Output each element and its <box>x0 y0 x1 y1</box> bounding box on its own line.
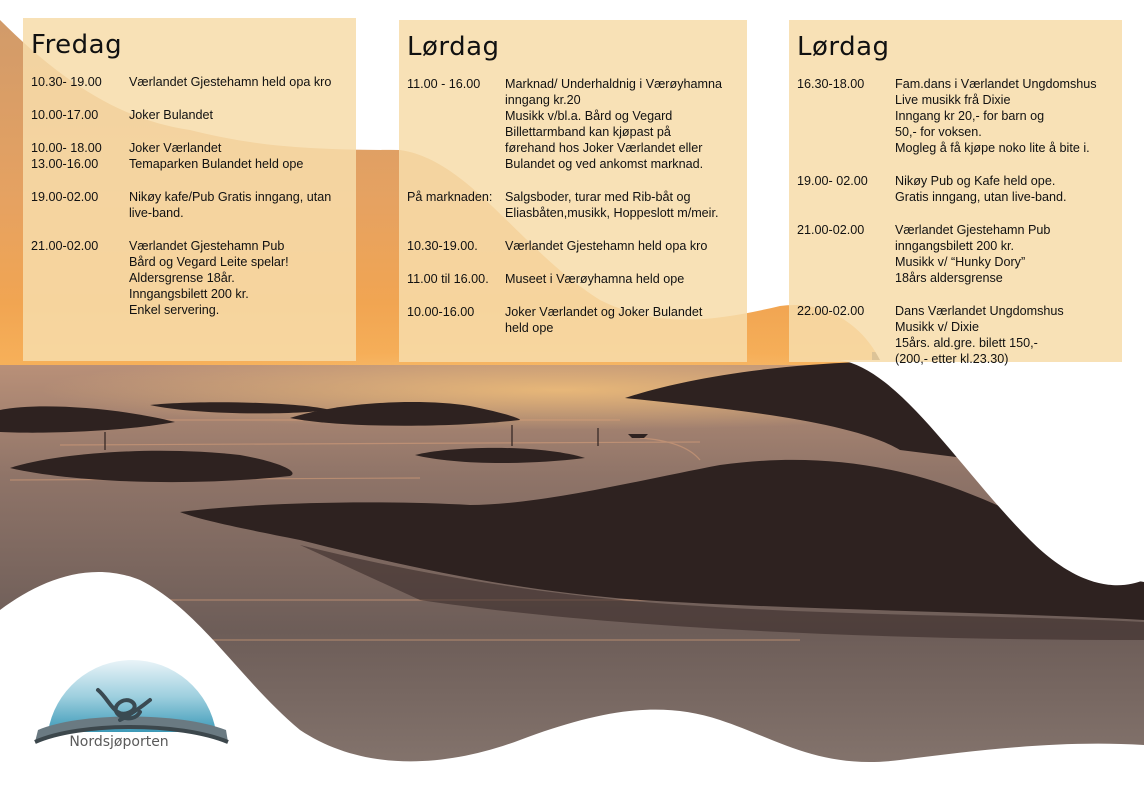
event-time: 13.00-16.00 <box>31 157 99 171</box>
schedule-item <box>31 156 348 172</box>
event-description: Værlandet Gjestehamn Pub inngangsbilett 200 kr. Musikk v/ “Hunky Dory” 18års aldersgrense <box>895 223 1051 285</box>
event-description: Nikøy Pub og Kafe held ope. Gratis inngang, utan live-band. <box>895 174 1067 204</box>
saturday-panel-1 <box>399 20 747 362</box>
event-description: Marknad/ Underhaldnig i Værøyhamna inngang kr.20 Musikk v/bl.a. Bård og Vegard Billettarmband kan kjøpast på førehand hos Joker Værlandet eller Bulandet og ved ankomst marknad. <box>505 77 722 171</box>
schedule-item <box>407 238 739 254</box>
schedule-item <box>31 140 348 156</box>
saturday-title: Lørdag <box>797 32 890 62</box>
schedule-item <box>407 76 739 172</box>
saturday-panel-2 <box>789 20 1122 366</box>
event-description: Nikøy kafe/Pub Gratis inngang, utan live-band. <box>129 190 332 220</box>
event-description: Joker Værlandet <box>129 141 222 155</box>
event-description: Værlandet Gjestehamn held opa kro <box>505 239 708 253</box>
event-time: 11.00 til 16.00. <box>407 272 489 286</box>
schedule-item <box>407 189 739 221</box>
event-description: Joker Bulandet <box>129 108 214 122</box>
event-description: Museet i Værøyhamna held ope <box>505 272 685 286</box>
event-description: Fam.dans i Værlandet Ungdomshus Live musikk frå Dixie Inngang kr 20,- for barn og 50,- for voksen. Mogleg å få kjøpe noko lite å bite i. <box>895 77 1097 155</box>
schedule-item <box>407 304 739 336</box>
event-time: 21.00-02.00 <box>797 223 865 237</box>
saturday-title: Lørdag <box>407 32 500 62</box>
event-time: 22.00-02.00 <box>797 304 865 318</box>
schedule-item <box>31 107 348 123</box>
friday-panel <box>23 18 356 361</box>
schedule-item <box>797 222 1114 286</box>
event-time: 19.00-02.00 <box>31 190 99 204</box>
schedule-item <box>31 238 348 318</box>
event-time: 11.00 - 16.00 <box>407 77 481 91</box>
event-description: Temaparken Bulandet held ope <box>129 157 304 171</box>
schedule-item <box>31 74 348 90</box>
event-description: Joker Værlandet og Joker Bulandet held ope <box>505 305 703 335</box>
event-time: 10.00-17.00 <box>31 108 99 122</box>
event-description: Værlandet Gjestehamn Pub Bård og Vegard Leite spelar! Aldersgrense 18år. Inngangsbilett 200 kr. Enkel servering. <box>129 239 289 317</box>
event-time: 10.00- 18.00 <box>31 141 102 155</box>
event-time: 16.30-18.00 <box>797 77 865 91</box>
schedule-item <box>31 189 348 221</box>
event-time: 10.00-16.00 <box>407 305 475 319</box>
event-time: 19.00- 02.00 <box>797 174 868 188</box>
event-description: Værlandet Gjestehamn held opa kro <box>129 75 332 89</box>
schedule-item <box>797 303 1114 367</box>
event-time: På marknaden: <box>407 190 493 204</box>
schedule-item <box>797 76 1114 156</box>
event-time: 21.00-02.00 <box>31 239 99 253</box>
schedule-item <box>797 173 1114 205</box>
event-time: 10.30-19.00. <box>407 239 478 253</box>
event-description: Salgsboder, turar med Rib-båt og Eliasbåten,musikk, Hoppeslott m/meir. <box>505 190 719 220</box>
schedule-item <box>407 271 739 287</box>
logo-name: Nordsjøporten <box>69 734 169 750</box>
event-description: Dans Værlandet Ungdomshus Musikk v/ Dixie 15års. ald.gre. bilett 150,- (200,- etter kl.23.30) <box>895 304 1064 366</box>
friday-title: Fredag <box>31 30 123 60</box>
event-time: 10.30- 19.00 <box>31 75 102 89</box>
